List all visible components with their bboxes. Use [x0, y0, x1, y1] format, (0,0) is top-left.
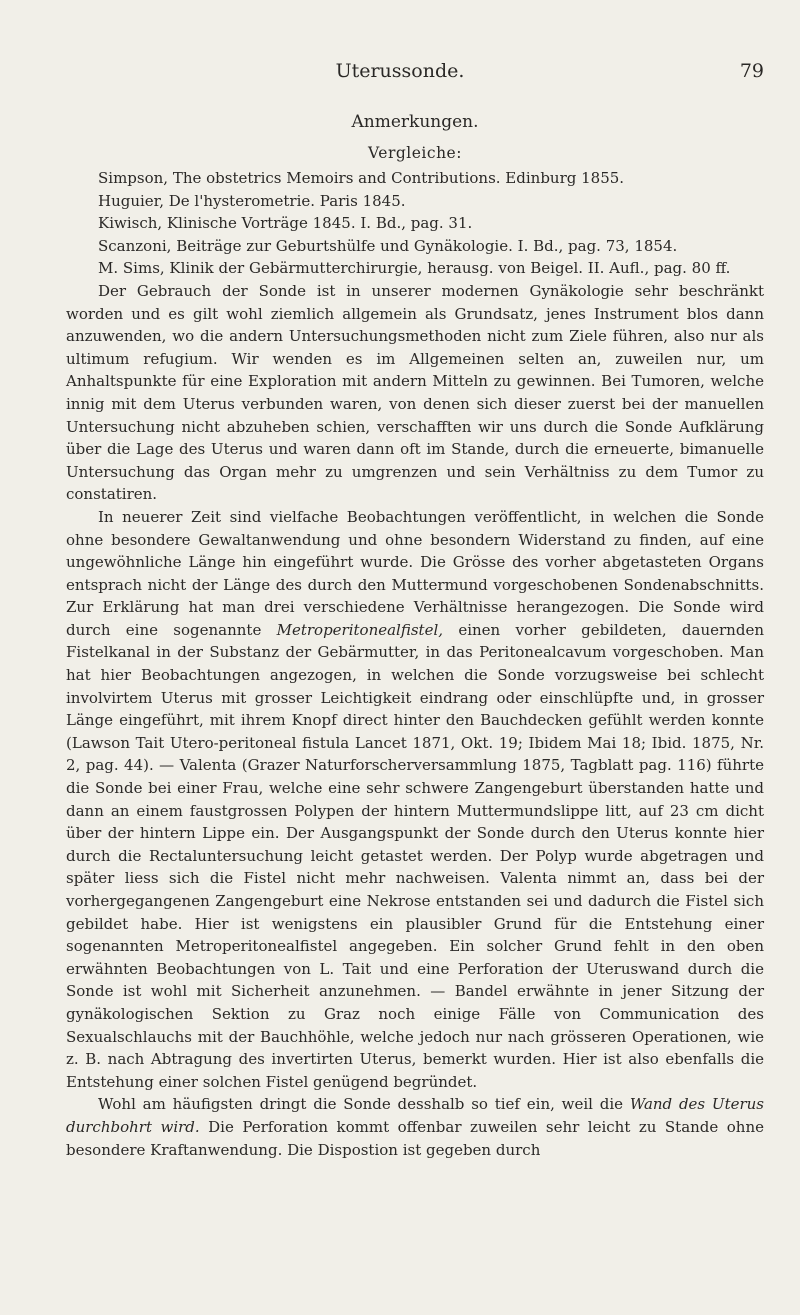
body-paragraph: Der Gebrauch der Sonde ist in unserer modernen Gynäkologie sehr beschränkt worden und es gilt wohl ziemlich allgemein als Grundsatz, jenes Instrument blos dann anzuwenden, wo die andern Untersuchungsmethoden nicht zum Ziele führen, also nur als ultimum refugium. Wir wenden es im Allgemeinen selten an, zuweilen nur, um Anhaltspunkte für eine Exploration mit andern Mitteln zu gewinnen. Bei Tumoren, welche innig mit dem Uterus verbunden waren, von denen sich dieser zuerst bei der manuellen Untersuchung nicht abzuheben schien, verschafften wir uns durch die Sonde Aufklärung über die Lage des Uterus und waren dann oft im Stande, durch die erneuerte, bimanuelle Untersuchung das Organ mehr zu umgrenzen und sein Verhältniss zu dem Tumor zu constatiren.	[66, 281, 764, 504]
reference-item: Huguier, De l'hysterometrie. Paris 1845.	[98, 191, 406, 210]
section-heading: Anmerkungen.	[351, 112, 479, 132]
references-heading: Vergleiche:	[368, 144, 462, 162]
reference-item: Scanzoni, Beiträge zur Geburtshülfe und Gynäkologie. I. Bd., pag. 73, 1854.	[98, 236, 678, 255]
paragraph-text: einen vorher gebildeten, dauernden Fistelkanal in der Substanz der Gebärmutter, in das Peritonealcavum vorgeschoben. Man hat hier Beobachtungen angezogen, in welchen die Sonde vorzugsweise bei schlecht involvirtem Uterus mit grosser Leichtigkeit eindrang oder einschlüpfte und, in grosser Länge eingeführt, mit ihrem Knopf direct hinter den Bauchdecken gefühlt werden konnte (Lawson Tait Utero-peritoneal fistula Lancet 1871, Okt. 19; Ibidem Mai 18; Ibid. 1875, Nr. 2, pag. 44). — Valenta (Grazer Naturforscherversammlung 1875, Tagblatt pag. 116) führte die Sonde bei einer Frau, welche eine sehr schwere Zangengeburt überstanden hatte und dann an einem faustgrossen Polypen der hintern Muttermundslippe litt, auf 23 cm dicht über der hintern Lippe ein. Der Ausgangspunkt der Sonde durch den Uterus konnte hier durch die Rectaluntersuchung leicht getastet werden. Der Polyp wurde abgetragen und später liess sich die Fistel nicht mehr nachweisen. Valenta nimmt an, dass bei der vorhergegangenen Zangengeburt eine Nekrose entstanden sei und dadurch die Fistel sich gebildet habe. Hier ist wenigstens ein plausibler Grund für die Entstehung einer sogenannten Metroperitonealfistel angegeben. Ein solcher Grund fehlt in den oben erwähnten Beobachtungen von L. Tait und eine Perforation der Uteruswand durch die Sonde ist wohl mit Sicherheit anzunehmen. — Bandel erwähnte in jener Sitzung der gynäkologischen Sektion zu Graz noch einige Fälle von Communication des Sexualschlauchs mit der Bauchhöhle, welche jedoch nur nach grösseren Operationen, wie z. B. nach Abtragung des invertirten Uterus, bemerkt wurden. Hier ist also ebenfalls die Entstehung einer solchen Fistel genügend begründet.	[66, 620, 764, 1091]
running-head	[0, 60, 800, 100]
paragraph-text: Wohl am häufigsten dringt die Sonde desshalb so tief ein, weil die	[98, 1095, 630, 1114]
body-paragraph	[66, 506, 764, 1093]
paragraph-text: In neuerer Zeit sind vielfache Beobachtungen veröffentlicht, in welchen die Sonde ohne besondere Gewaltanwendung und ohne besondern Widerstand zu finden, auf eine ungewöhnliche Länge hin eingeführt wurde. Die Grösse des vorher abgetasteten Organs entsprach nicht der Länge des durch den Muttermund vorgeschobenen Sondenabschnitts. Zur Erklärung hat man drei verschiedene Verhältnisse herangezogen. Die Sonde wird durch eine sogenannte	[66, 507, 764, 639]
body-paragraph	[66, 1093, 764, 1161]
reference-item: M. Sims, Klinik der Gebärmutterchirurgie, herausg. von Beigel. II. Aufl., pag. 80 ff.	[98, 259, 731, 278]
reference-item: Simpson, The obstetrics Memoirs and Contributions. Edinburg 1855.	[98, 169, 625, 187]
running-head-title: Uterussonde.	[335, 60, 465, 82]
italic-term: Metroperitonealfistel,	[276, 620, 444, 639]
reference-item: Kiwisch, Klinische Vorträge 1845. I. Bd., pag. 31.	[98, 214, 473, 233]
page-number: 79	[739, 60, 764, 82]
paragraph-text: Die Perforation kommt offenbar zuweilen sehr leicht zu Stande ohne besondere Kraftanwendung. Die Dispostion ist gegeben durch	[66, 1117, 764, 1159]
italic-term: Wand des Uterus durchbohrt wird.	[66, 1095, 765, 1136]
